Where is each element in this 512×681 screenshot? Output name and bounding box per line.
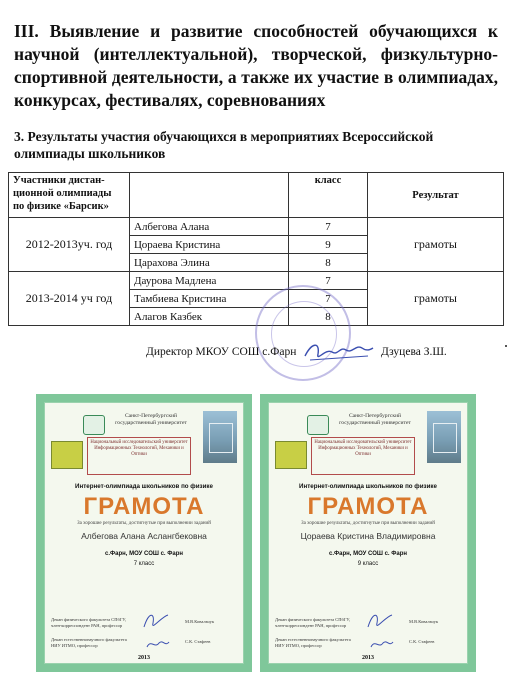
cert-dean-sign: М.В.Ковальчук xyxy=(185,619,215,624)
student-name: Даурова Мадлена xyxy=(130,272,289,290)
cert-school: с.Фарн, МОУ СОШ с. Фарн xyxy=(105,551,183,557)
cert-for-text: За хорошие результаты, достигнутые при выполнении заданий xyxy=(77,521,211,526)
cert-year: 2013 xyxy=(362,655,374,661)
cert-olympiad: Интернет-олимпиада школьников по физике xyxy=(299,483,437,490)
certificate-body xyxy=(268,402,468,664)
cert-university: Санкт-Петербургский государственный университет xyxy=(115,413,187,426)
cert-title: ГРАМОТА xyxy=(83,493,205,520)
cert-institute: Национальный исследовательский университет Информационных Технологий, Механики и Оптики xyxy=(311,437,415,475)
student-name: Цораева Кристина xyxy=(130,236,289,254)
cert-director: Декан естественнонаучного факультета НИУ ИТМО, профессор xyxy=(275,637,351,648)
speck xyxy=(505,345,507,347)
header-names xyxy=(130,173,289,218)
director-cert-signature xyxy=(145,637,171,651)
table-row xyxy=(9,218,504,236)
certificate xyxy=(36,394,252,672)
year-cell: 2013-2014 уч год xyxy=(9,272,130,326)
table-row xyxy=(9,272,504,290)
subsection-title: 3. Результаты участия обучающихся в мероприятиях Всероссийской олимпиады школьников xyxy=(14,129,434,161)
certificate-body xyxy=(44,402,244,664)
cert-school: с.Фарн, МОУ СОШ с. Фарн xyxy=(329,551,407,557)
student-class: 7 xyxy=(289,218,368,236)
results-table xyxy=(8,172,504,326)
cert-university: Санкт-Петербургский государственный университет xyxy=(339,413,411,426)
result-cell: грамоты xyxy=(368,218,504,272)
cert-grade: 9 класс xyxy=(357,561,379,567)
cert-title: ГРАМОТА xyxy=(307,493,429,520)
cert-recipient: Цораева Кристина Владимировна xyxy=(300,531,436,541)
certificate xyxy=(260,394,476,672)
cert-grade: 7 класс xyxy=(133,561,155,567)
director-title: Директор МКОУ СОШ с.Фарн xyxy=(146,346,297,358)
header-result: Результат xyxy=(368,173,504,218)
building-photo-window xyxy=(209,423,233,453)
cert-dean-sign: М.В.Ковальчук xyxy=(409,619,439,624)
student-class: 8 xyxy=(289,308,368,326)
cert-director-sign: С.К. Стафеев xyxy=(185,639,211,644)
header-class: класс xyxy=(289,173,368,218)
student-class: 8 xyxy=(289,254,368,272)
cert-director: Декан естественнонаучного факультета НИУ ИТМО, профессор xyxy=(51,637,127,648)
itmo-logo-icon xyxy=(51,441,83,469)
director-name: Дзуцева З.Ш. xyxy=(381,346,447,358)
director-signature xyxy=(300,336,375,368)
section-title: III. Выявление и развитие способностей обучающихся к научной (интеллектуальной), творческой, физкультурно-спортивной деятельности, а также их участие в олимпиадах, конкурсах, фестивалях, соревнованиях xyxy=(14,21,498,110)
student-class: 9 xyxy=(289,236,368,254)
cert-year: 2013 xyxy=(138,655,150,661)
university-crest-icon xyxy=(83,415,105,435)
cert-dean: Декан физического факультета СПбГУ, член-корреспондент РАН, профессор xyxy=(275,617,351,628)
year-cell: 2012-2013уч. год xyxy=(9,218,130,272)
student-name: Алагов Казбек xyxy=(130,308,289,326)
student-name: Албегова Алана xyxy=(130,218,289,236)
dean-signature xyxy=(365,609,395,633)
student-class: 7 xyxy=(289,272,368,290)
university-crest-icon xyxy=(307,415,329,435)
cert-olympiad: Интернет-олимпиада школьников по физике xyxy=(75,483,213,490)
cert-recipient: Албегова Алана Аслангбековна xyxy=(81,531,207,541)
cert-director-sign: С.К. Стафеев xyxy=(409,639,435,644)
header-participants: Участники дистан-ционной олимпиады по физике «Барсик» xyxy=(9,173,130,218)
cert-dean: Декан физического факультета СПбГУ, член-корреспондент РАН, профессор xyxy=(51,617,127,628)
cert-institute: Национальный исследовательский университет Информационных Технологий, Механики и Оптики xyxy=(87,437,191,475)
cert-for-text: За хорошие результаты, достигнутые при выполнении заданий xyxy=(301,521,435,526)
table-header-row xyxy=(9,173,504,218)
result-cell: грамоты xyxy=(368,272,504,326)
dean-signature xyxy=(141,609,171,633)
director-cert-signature xyxy=(369,637,395,651)
student-name: Тамбиева Кристина xyxy=(130,290,289,308)
student-name: Царахова Элина xyxy=(130,254,289,272)
building-photo-window xyxy=(433,423,457,453)
student-class: 7 xyxy=(289,290,368,308)
itmo-logo-icon xyxy=(275,441,307,469)
